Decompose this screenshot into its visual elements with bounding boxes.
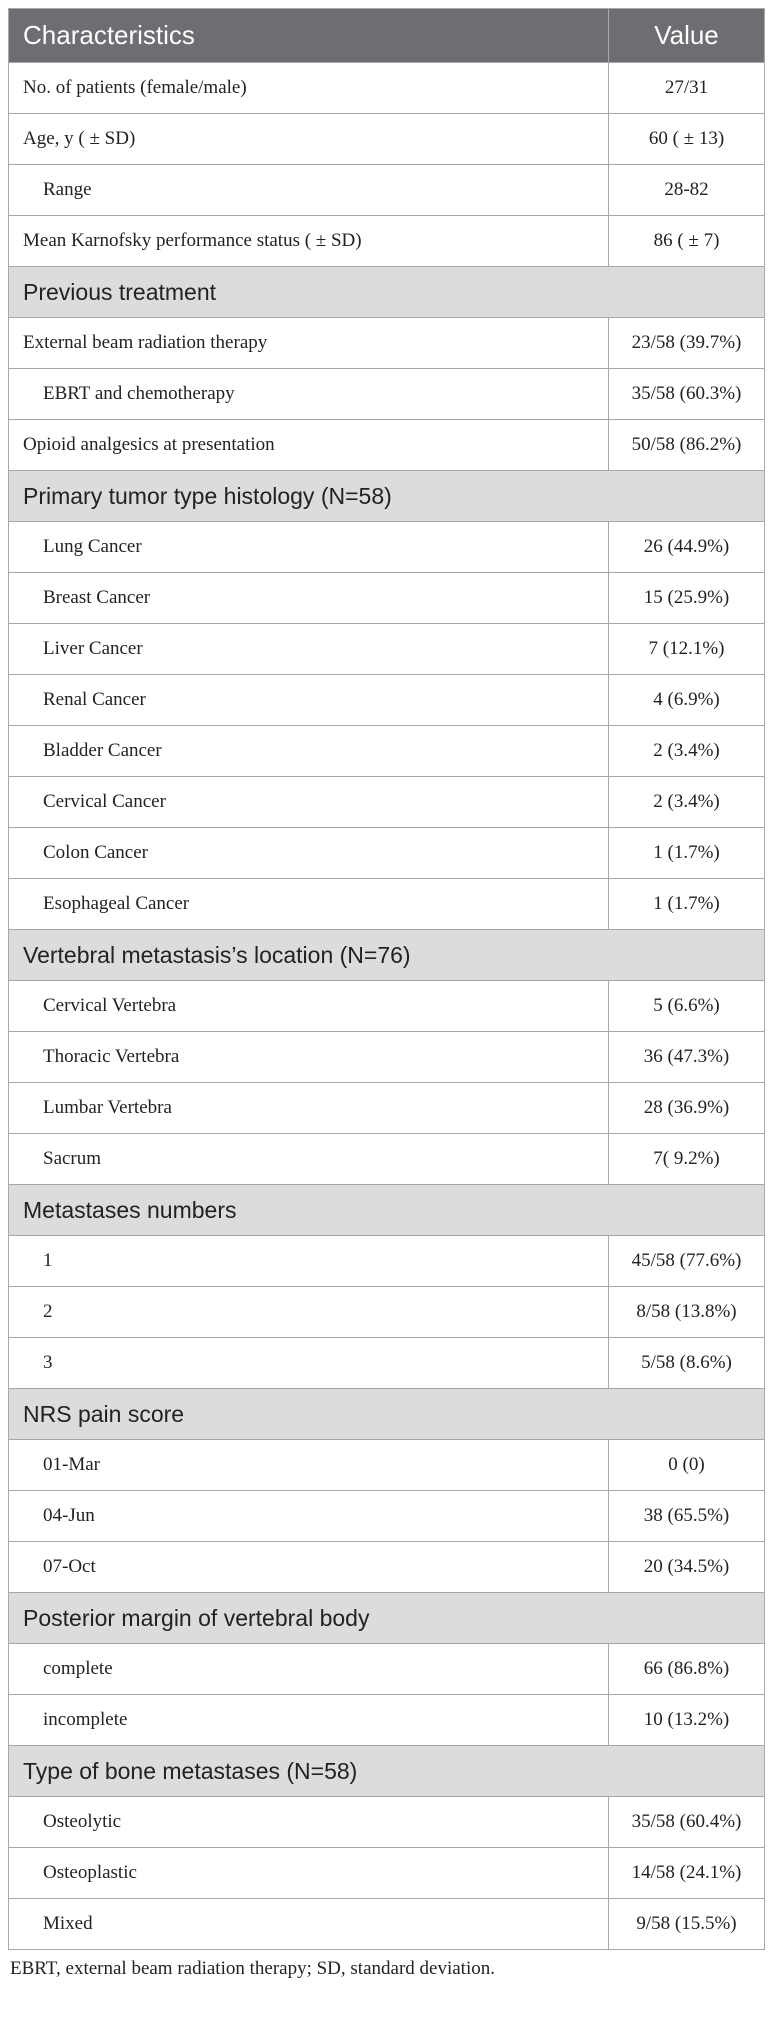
row-label: Liver Cancer (9, 624, 609, 675)
row-label: External beam radiation therapy (9, 318, 609, 369)
row-value: 1 (1.7%) (609, 828, 765, 879)
row-label: Osteolytic (9, 1797, 609, 1848)
section-row (9, 471, 765, 522)
section-heading: Metastases numbers (9, 1185, 765, 1236)
row-value: 35/58 (60.4%) (609, 1797, 765, 1848)
row-label: Esophageal Cancer (9, 879, 609, 930)
row-value: 7( 9.2%) (609, 1134, 765, 1185)
row-value: 38 (65.5%) (609, 1491, 765, 1542)
table-row (9, 114, 765, 165)
table-row (9, 879, 765, 930)
table-row (9, 1338, 765, 1389)
table-row (9, 573, 765, 624)
section-row (9, 1746, 765, 1797)
section-row (9, 1389, 765, 1440)
table-row (9, 675, 765, 726)
table-row (9, 624, 765, 675)
table-row (9, 981, 765, 1032)
section-row (9, 1593, 765, 1644)
row-label: No. of patients (female/male) (9, 63, 609, 114)
row-label: Thoracic Vertebra (9, 1032, 609, 1083)
table-row (9, 1032, 765, 1083)
row-value: 5/58 (8.6%) (609, 1338, 765, 1389)
table-row (9, 1542, 765, 1593)
row-label: 1 (9, 1236, 609, 1287)
table-row (9, 1695, 765, 1746)
characteristics-table (8, 8, 765, 1950)
table-row (9, 420, 765, 471)
row-label: Lung Cancer (9, 522, 609, 573)
table-row (9, 726, 765, 777)
row-label: 2 (9, 1287, 609, 1338)
row-value: 50/58 (86.2%) (609, 420, 765, 471)
row-value: 45/58 (77.6%) (609, 1236, 765, 1287)
row-label: Renal Cancer (9, 675, 609, 726)
row-value: 60 ( ± 13) (609, 114, 765, 165)
row-label: Bladder Cancer (9, 726, 609, 777)
table-row (9, 1236, 765, 1287)
row-value: 35/58 (60.3%) (609, 369, 765, 420)
row-label: Cervical Cancer (9, 777, 609, 828)
row-value: 36 (47.3%) (609, 1032, 765, 1083)
section-heading: Vertebral metastasis’s location (N=76) (9, 930, 765, 981)
section-heading: Previous treatment (9, 267, 765, 318)
table-header (9, 9, 765, 63)
header-characteristics: Characteristics (9, 9, 609, 63)
section-heading: Posterior margin of vertebral body (9, 1593, 765, 1644)
row-value: 5 (6.6%) (609, 981, 765, 1032)
table-row (9, 522, 765, 573)
section-heading: Primary tumor type histology (N=58) (9, 471, 765, 522)
table-row (9, 369, 765, 420)
row-label: Age, y ( ± SD) (9, 114, 609, 165)
row-value: 66 (86.8%) (609, 1644, 765, 1695)
row-label: Range (9, 165, 609, 216)
row-value: 2 (3.4%) (609, 777, 765, 828)
row-value: 86 ( ± 7) (609, 216, 765, 267)
row-value: 10 (13.2%) (609, 1695, 765, 1746)
table-body (9, 63, 765, 1950)
row-label: Colon Cancer (9, 828, 609, 879)
table-container (8, 8, 764, 1980)
table-row (9, 216, 765, 267)
row-label: 01-Mar (9, 1440, 609, 1491)
table-row (9, 1797, 765, 1848)
table-row (9, 318, 765, 369)
row-value: 7 (12.1%) (609, 624, 765, 675)
row-value: 15 (25.9%) (609, 573, 765, 624)
row-value: 28-82 (609, 165, 765, 216)
section-row (9, 1185, 765, 1236)
row-value: 8/58 (13.8%) (609, 1287, 765, 1338)
table-row (9, 1440, 765, 1491)
table-row (9, 1083, 765, 1134)
row-value: 2 (3.4%) (609, 726, 765, 777)
header-value: Value (609, 9, 765, 63)
row-label: complete (9, 1644, 609, 1695)
row-label: Cervical Vertebra (9, 981, 609, 1032)
row-label: Mean Karnofsky performance status ( ± SD) (9, 216, 609, 267)
row-value: 0 (0) (609, 1440, 765, 1491)
row-value: 4 (6.9%) (609, 675, 765, 726)
table-row (9, 1644, 765, 1695)
row-value: 14/58 (24.1%) (609, 1848, 765, 1899)
table-row (9, 1848, 765, 1899)
table-row (9, 1287, 765, 1338)
table-row (9, 1899, 765, 1950)
section-heading: Type of bone metastases (N=58) (9, 1746, 765, 1797)
table-row (9, 828, 765, 879)
row-value: 27/31 (609, 63, 765, 114)
row-label: EBRT and chemotherapy (9, 369, 609, 420)
table-row (9, 63, 765, 114)
row-label: 07-Oct (9, 1542, 609, 1593)
row-label: incomplete (9, 1695, 609, 1746)
row-value: 26 (44.9%) (609, 522, 765, 573)
row-value: 28 (36.9%) (609, 1083, 765, 1134)
row-label: Breast Cancer (9, 573, 609, 624)
row-label: Osteoplastic (9, 1848, 609, 1899)
table-row (9, 777, 765, 828)
row-label: Lumbar Vertebra (9, 1083, 609, 1134)
section-heading: NRS pain score (9, 1389, 765, 1440)
section-row (9, 930, 765, 981)
row-value: 9/58 (15.5%) (609, 1899, 765, 1950)
header-row (9, 9, 765, 63)
row-value: 23/58 (39.7%) (609, 318, 765, 369)
table-row (9, 1491, 765, 1542)
table-row (9, 1134, 765, 1185)
row-value: 1 (1.7%) (609, 879, 765, 930)
row-label: Opioid analgesics at presentation (9, 420, 609, 471)
row-value: 20 (34.5%) (609, 1542, 765, 1593)
row-label: 04-Jun (9, 1491, 609, 1542)
row-label: Mixed (9, 1899, 609, 1950)
row-label: Sacrum (9, 1134, 609, 1185)
section-row (9, 267, 765, 318)
table-row (9, 165, 765, 216)
row-label: 3 (9, 1338, 609, 1389)
table-footnote: EBRT, external beam radiation therapy; SD, standard deviation. (10, 1958, 495, 1979)
